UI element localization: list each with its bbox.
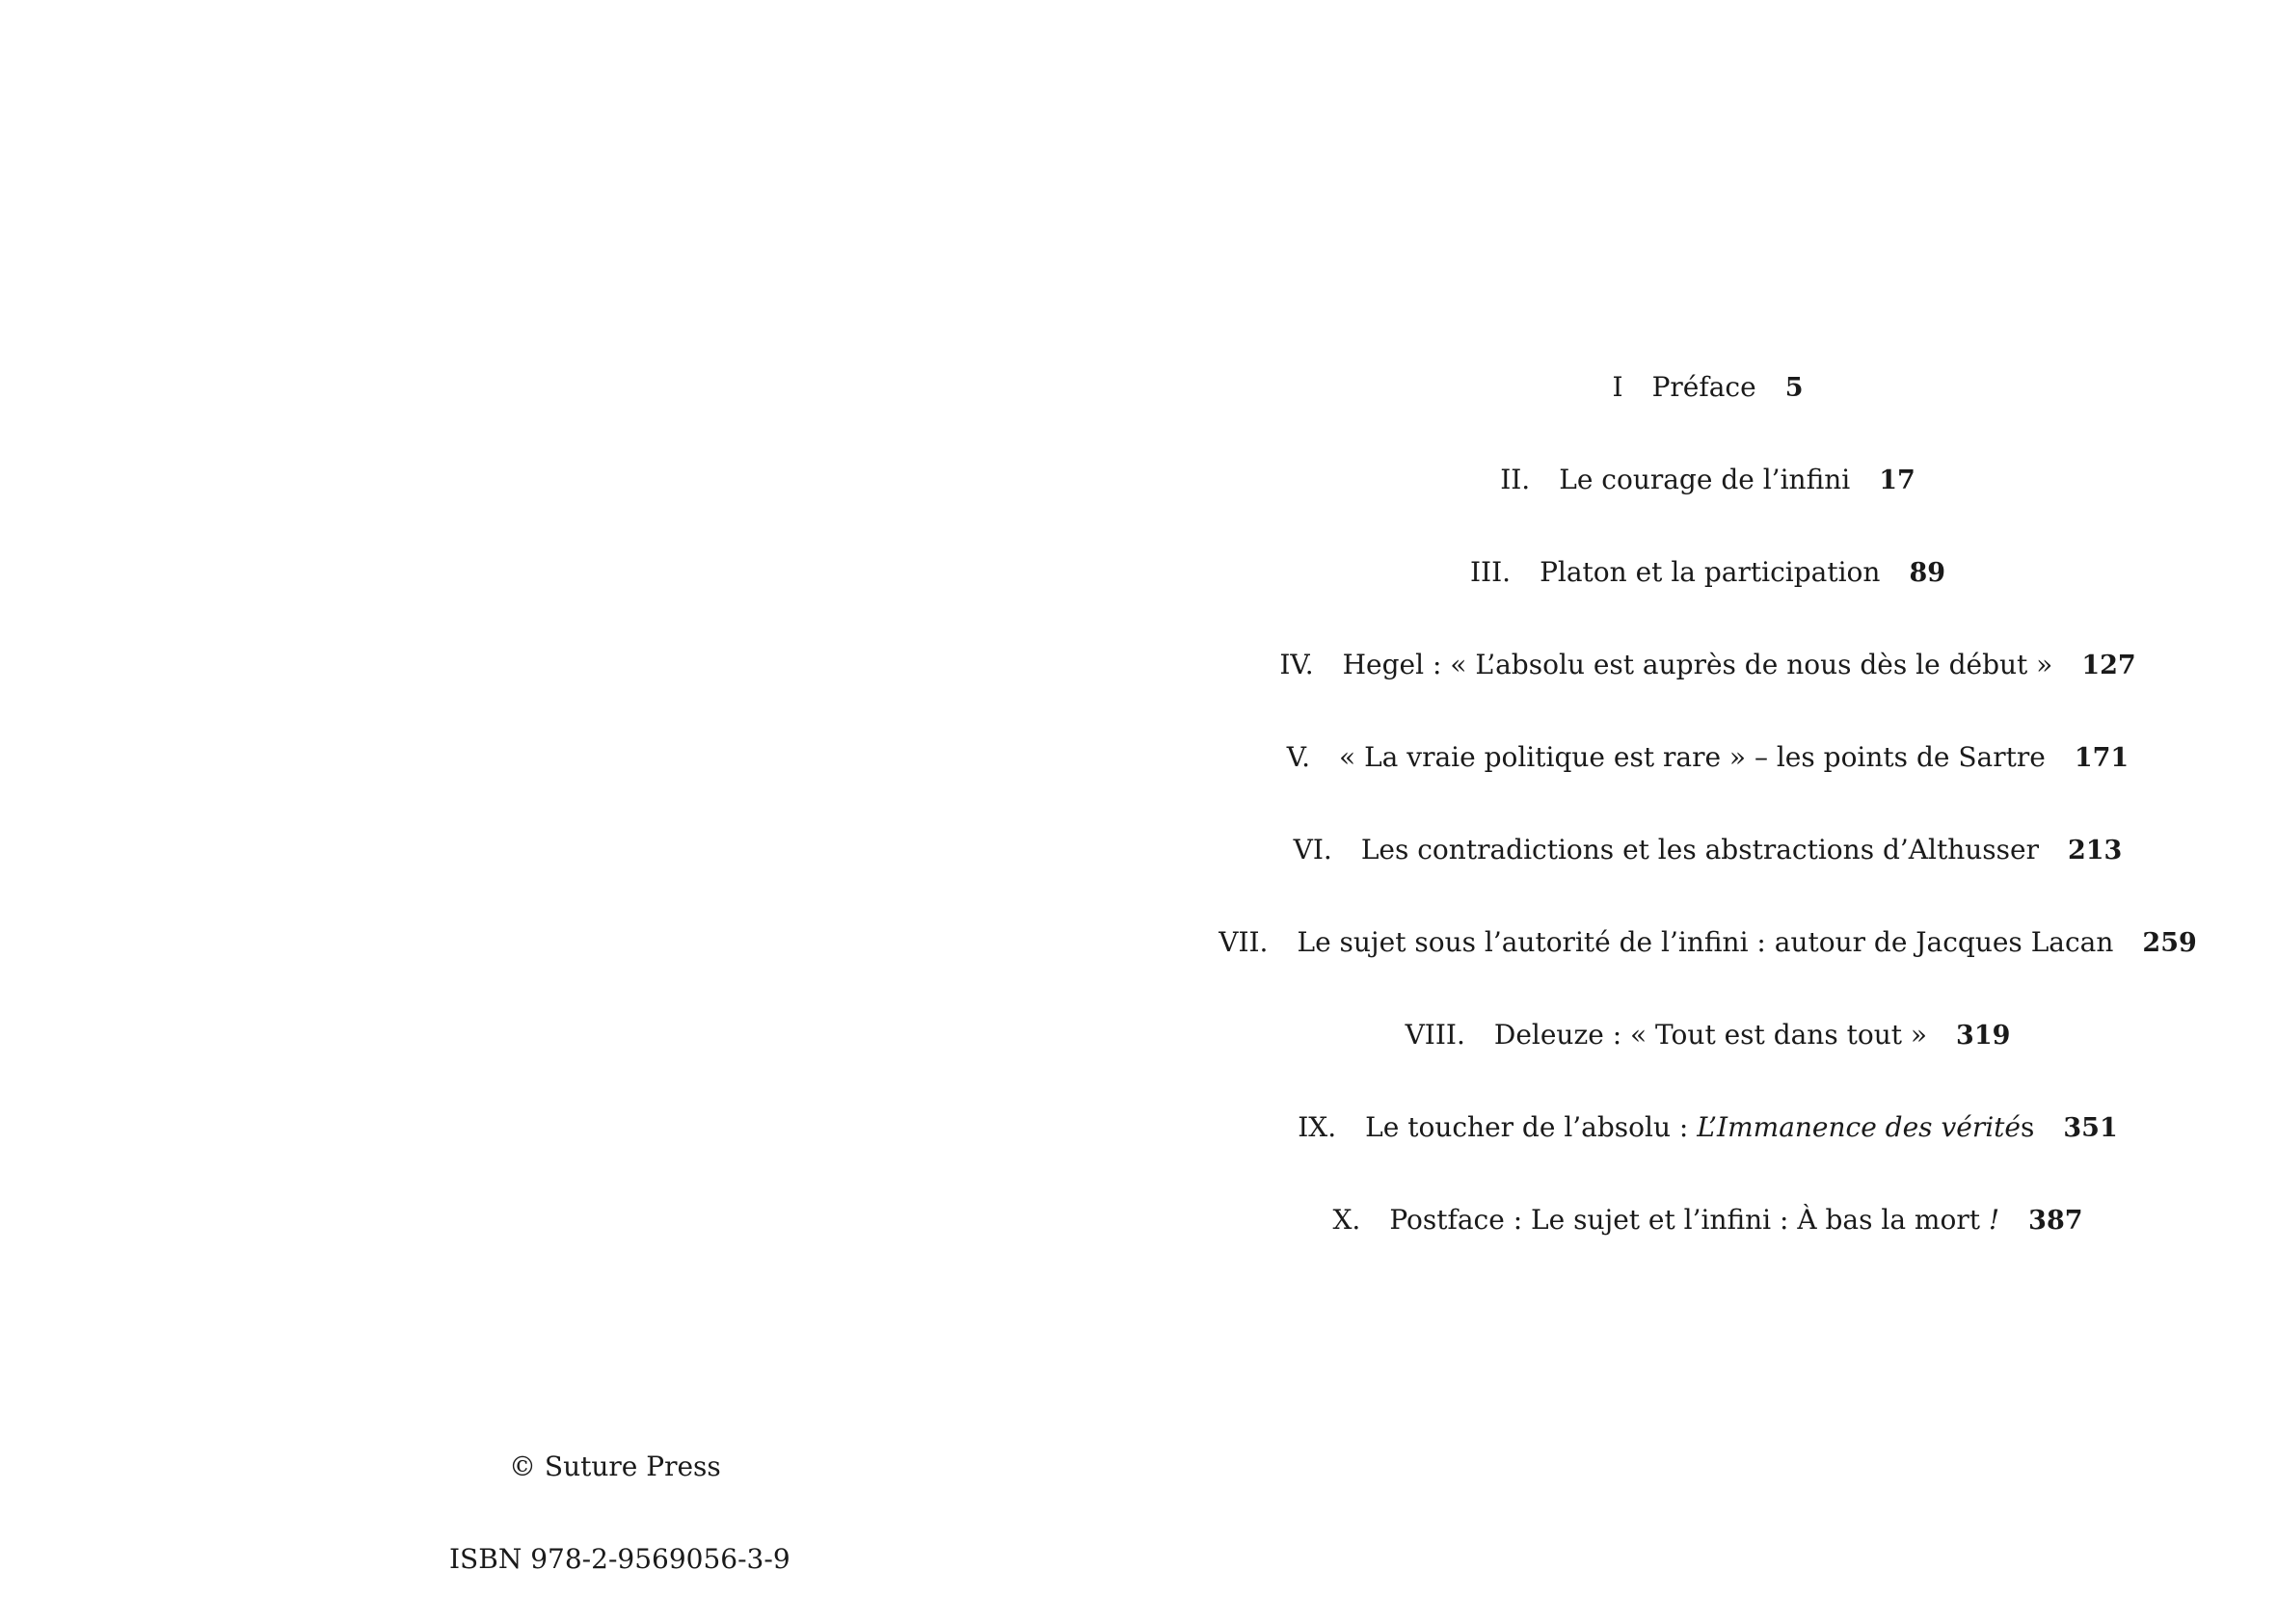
toc-page-number: 213 [2067, 836, 2123, 865]
toc-chapter-title: Deleuze : « Tout est dans tout » [1493, 1019, 1928, 1051]
toc-chapter-title: Hegel : « L’absolu est auprès de nous dès le début » [1342, 649, 2053, 680]
toc-page-number: 319 [1956, 1021, 2011, 1051]
toc-chapter-number: II. [1500, 464, 1531, 495]
toc-entry-3 [1138, 551, 2277, 595]
toc-entry-8 [1138, 1014, 2277, 1057]
toc-entry-7 [1138, 921, 2277, 965]
toc-page-number: 127 [2081, 651, 2136, 680]
toc-entry-6 [1138, 829, 2277, 872]
toc-chapter-number: IX. [1298, 1111, 1337, 1143]
toc-chapter-number: V. [1286, 741, 1311, 773]
toc-chapter-title: Le sujet sous l’autorité de l’infini : autour de Jacques Lacan [1297, 926, 2114, 958]
toc-chapter-number: VII. [1219, 926, 1269, 958]
toc-chapter-title: Le courage de l’infini [1559, 464, 1851, 495]
toc-chapter-number: VI. [1293, 834, 1332, 865]
toc-entry-10 [1138, 1199, 2277, 1242]
toc-entry-9 [1138, 1106, 2277, 1150]
copyright-notice: © Suture Press [509, 1451, 721, 1482]
toc-title-suffix: s [2021, 1111, 2035, 1143]
toc-title-italic: L’Immanence des vérité [1697, 1111, 2021, 1143]
toc-chapter-number: VIII. [1405, 1019, 1465, 1051]
toc-chapter-number: X. [1332, 1204, 1361, 1236]
toc-chapter-title [1365, 1106, 2034, 1149]
toc-entry-5 [1138, 736, 2277, 780]
toc-entry-2 [1138, 459, 2277, 502]
toc-title-prefix: Postface : Le sujet et l’infini : À bas la mort [1389, 1204, 1989, 1236]
toc-page-number: 171 [2074, 743, 2130, 773]
toc-chapter-title: « La vraie politique est rare » – les points de Sartre [1339, 741, 2046, 773]
toc-entry-1 [1138, 366, 2277, 410]
toc-entry-4 [1138, 644, 2277, 687]
toc-page-number: 89 [1909, 558, 1946, 588]
toc-chapter-number: I [1612, 371, 1623, 403]
toc-chapter-title: Préface [1651, 371, 1756, 403]
isbn-number: ISBN 978-2-9569056-3-9 [449, 1543, 790, 1575]
toc-page-number: 259 [2142, 928, 2197, 958]
toc-page-number: 5 [1784, 373, 1804, 403]
toc-chapter-title: Les contradictions et les abstractions d’Althusser [1360, 834, 2039, 865]
toc-chapter-number: IV. [1279, 649, 1314, 680]
left-page [0, 0, 1138, 1624]
toc-page-number: 387 [2028, 1206, 2083, 1236]
toc-chapter-title: Platon et la participation [1540, 556, 1881, 588]
toc-chapter-title [1389, 1199, 1999, 1241]
toc-page-number: 351 [2063, 1113, 2118, 1143]
right-page [1138, 0, 2277, 1624]
toc-page-number: 17 [1879, 466, 1915, 495]
toc-title-prefix: Le toucher de l’absolu : [1365, 1111, 1698, 1143]
toc-chapter-number: III. [1469, 556, 1512, 588]
toc-title-italic: ! [1988, 1204, 2000, 1236]
